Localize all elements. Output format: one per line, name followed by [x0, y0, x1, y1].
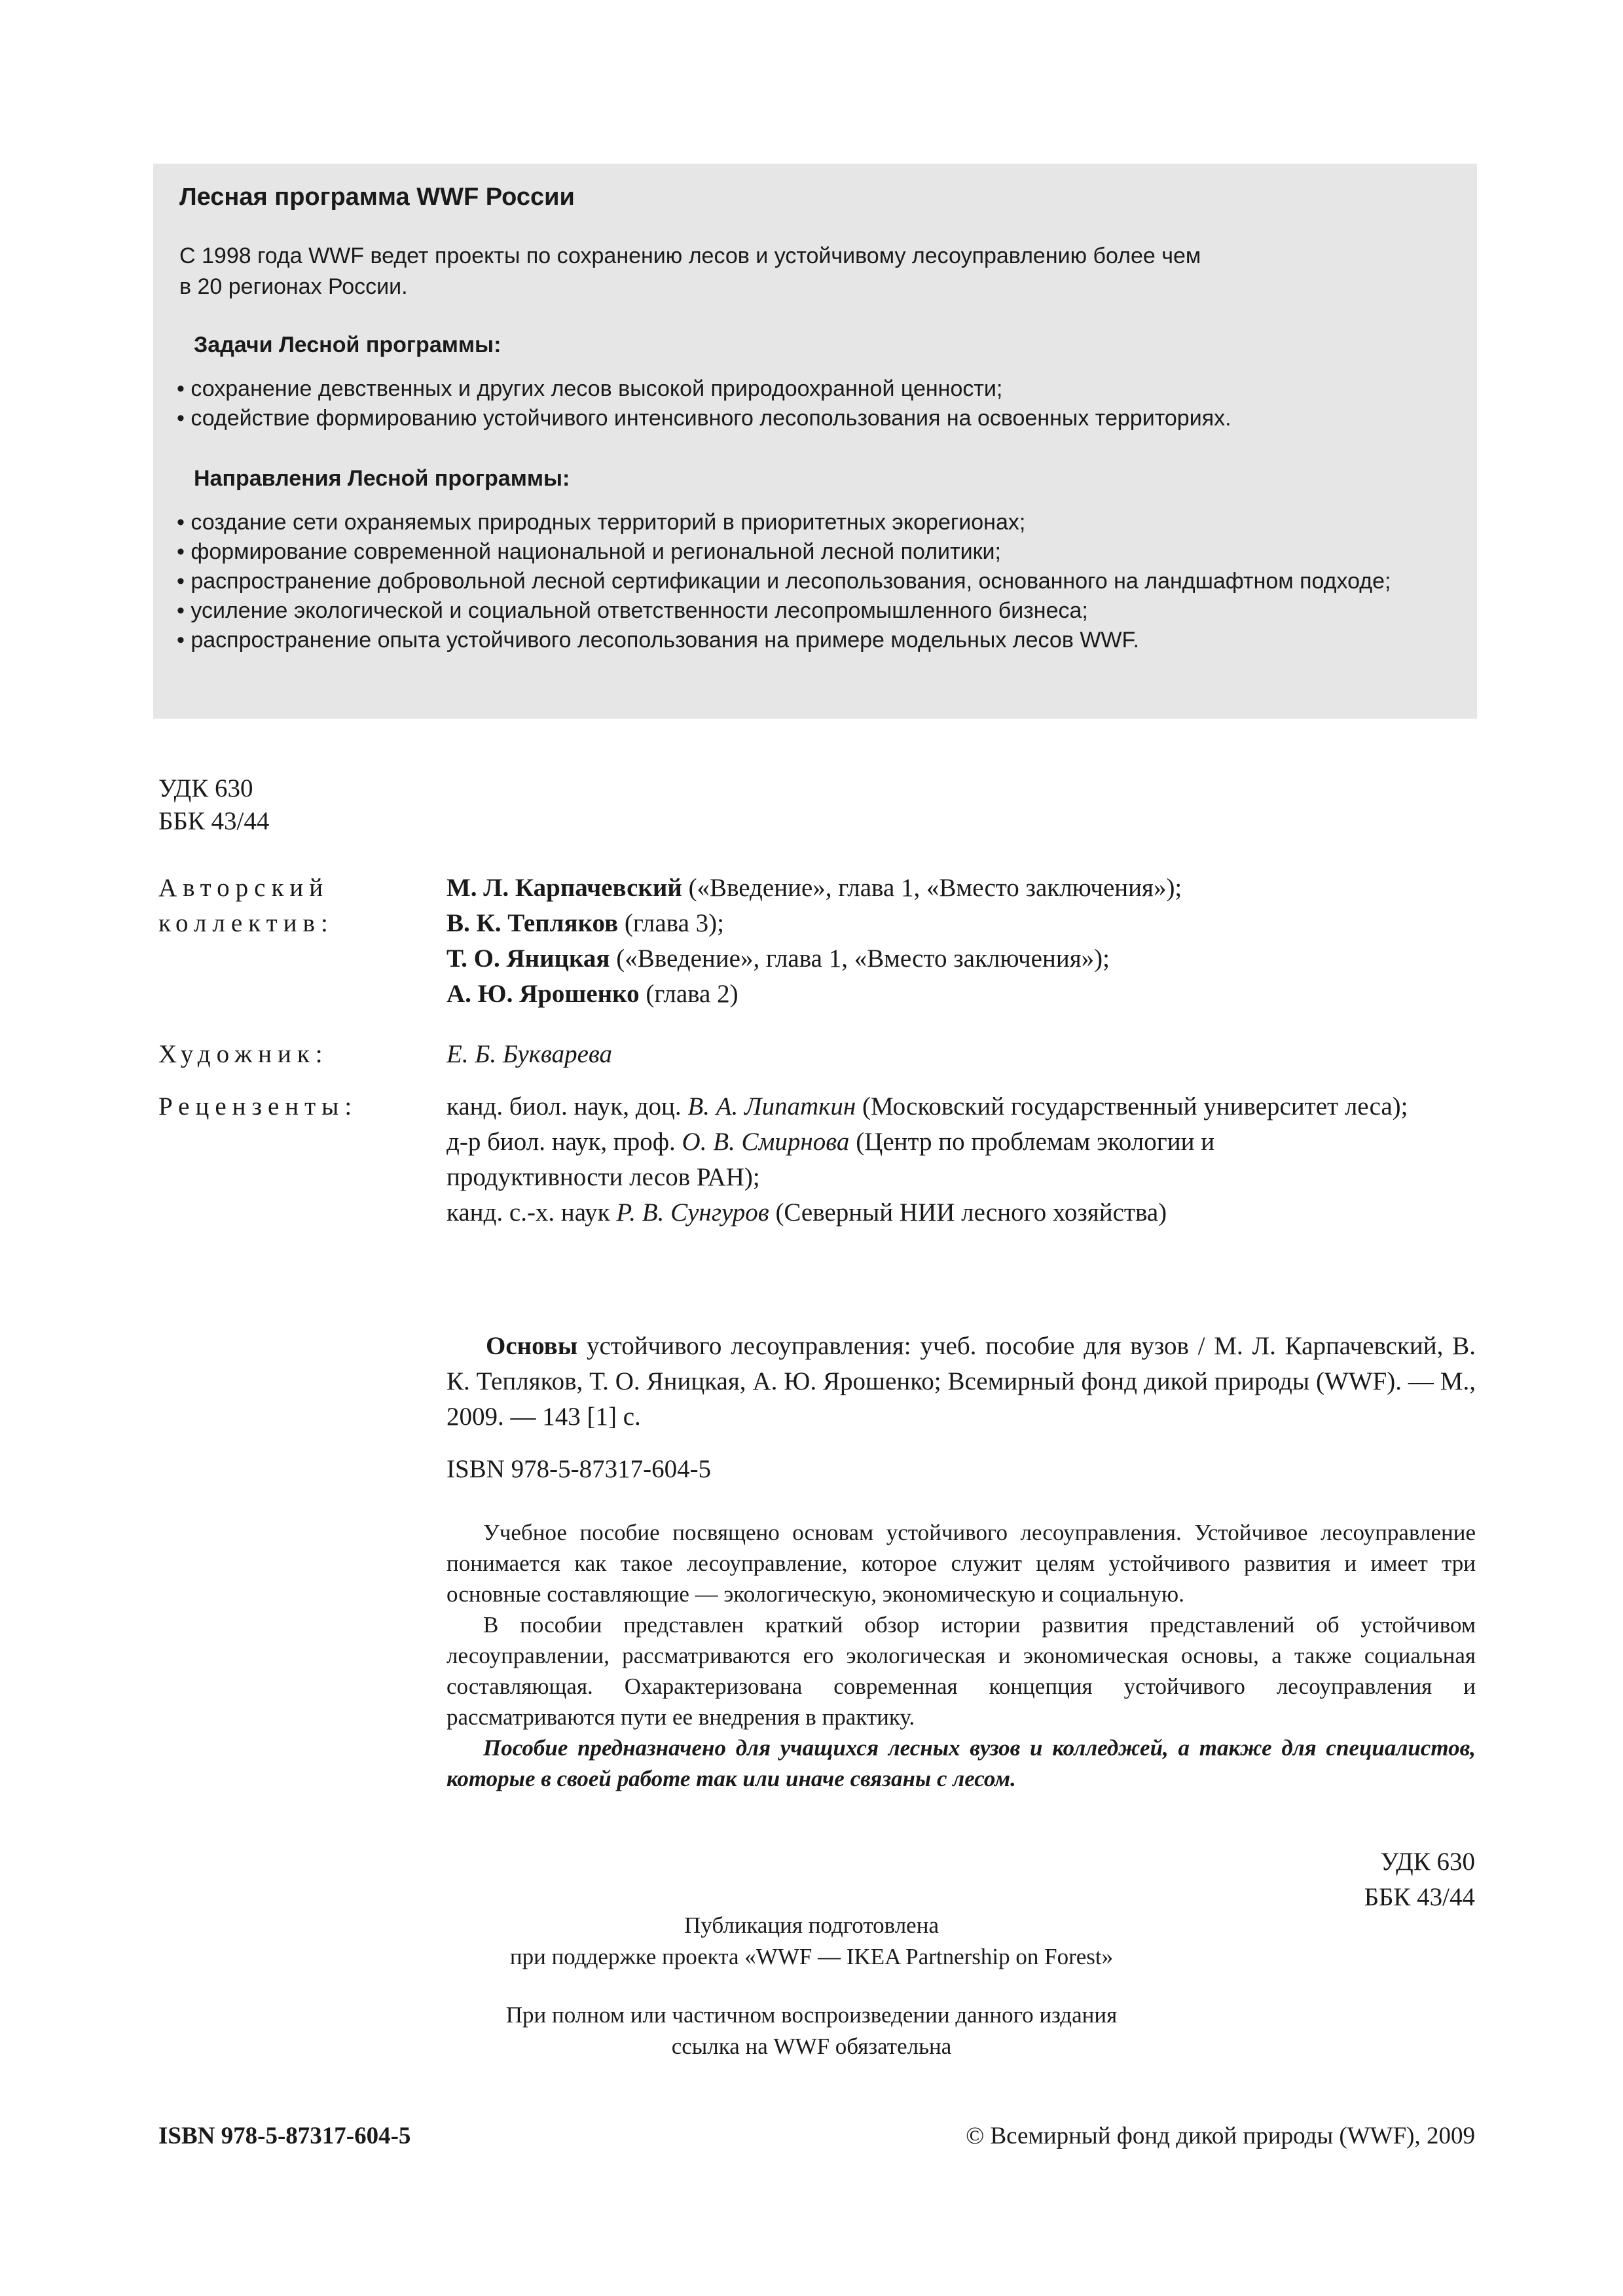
list-item: • распространение добровольной лесной сертификации и лесопользования, основанного на ландшафтном подходе;: [177, 567, 1427, 596]
abstract-audience: Пособие предназначено для учащихся лесных вузов и колледжей, а также для специалистов, которые в своей работе так или иначе связаны с лесом.: [447, 1735, 1476, 1791]
artist-name: [447, 1037, 1623, 1072]
directions-list: [177, 508, 1460, 655]
list-item: • создание сети охраняемых природных территорий в приоритетных экорегионах;: [177, 508, 1460, 537]
reviewer-name: В. А. Липаткин: [687, 1092, 856, 1121]
reviewer-entry: [447, 1195, 1487, 1230]
list-item: • распространение опыта устойчивого лесопользования на примере модельных лесов WWF.: [177, 626, 1460, 655]
box-title: Лесная программа WWF России: [179, 183, 575, 211]
list-item: • усиление экологической и социальной ответственности лесопромышленного бизнеса;: [177, 596, 1460, 626]
reviewer-name: О. В. Смирнова: [682, 1128, 850, 1156]
reviewer-affiliation: (Центр по проблемам экологии и продуктивности лесов РАН);: [447, 1128, 1215, 1191]
isbn-footer: ISBN 978-5-87317-604-5: [158, 2123, 411, 2149]
author-name: А. Ю. Ярошенко: [447, 980, 640, 1008]
artist-section: [158, 1037, 1623, 1076]
author-role: («Введение», глава 1, «Вместо заключения»);: [682, 874, 1182, 902]
list-item: • формирование современной национальной и региональной лесной политики;: [177, 537, 1460, 567]
author-entry: [447, 977, 1623, 1012]
box-intro-line: в 20 регионах России.: [179, 274, 408, 299]
reviewer-name: Р. В. Сунгуров: [616, 1198, 769, 1227]
author-entry: [447, 906, 1623, 941]
bibliographic-description: [447, 1329, 1476, 1435]
tasks-list: [177, 374, 1460, 433]
wwf-program-box: [153, 164, 1477, 719]
list-item: • сохранение девственных и других лесов высокой природоохранной ценности;: [177, 374, 1460, 404]
copyright: © Всемирный фонд дикой природы (WWF), 2009: [966, 2123, 1475, 2149]
authors-label: [158, 870, 447, 941]
authors-label-line: Авторский: [158, 874, 329, 902]
bib-lead: Основы: [486, 1332, 578, 1360]
udk-code: УДК 630: [158, 774, 253, 802]
author-entry: [447, 870, 1623, 906]
abstract: [447, 1517, 1476, 1794]
author-name: М. Л. Карпачевский: [447, 874, 682, 902]
reviewer-entry: [447, 1124, 1311, 1195]
udk-code: УДК 630: [1380, 1848, 1475, 1876]
reviewer-affiliation: (Северный НИИ лесного хозяйства): [769, 1198, 1167, 1227]
artist-label: Художник:: [158, 1040, 329, 1068]
classification-codes: [158, 772, 269, 838]
reviewer-affiliation: (Московский государственный университет леса);: [856, 1092, 1408, 1121]
author-role: («Введение», глава 1, «Вместо заключения»);: [610, 944, 1110, 973]
bbk-code: ББК 43/44: [158, 807, 270, 835]
publication-note: [0, 1910, 1623, 1973]
isbn-main: ISBN 978-5-87317-604-5: [447, 1455, 712, 1483]
publication-note-line: при поддержке проекта «WWF — IKEA Partnership on Forest»: [509, 1944, 1114, 1969]
author-role: (глава 2): [639, 980, 739, 1008]
reproduction-note: [0, 2000, 1623, 2062]
classification-codes-bottom: [1364, 1844, 1475, 1915]
abstract-paragraph: Учебное пособие посвящено основам устойчивого лесоуправления. Устойчивое лесоуправление понимается как такое лесоуправление, которое служит целям устойчивого развития и имеет три основные составляющие — экологическую, экономическую и социальную.: [447, 1520, 1476, 1607]
author-name: Т. О. Яницкая: [447, 944, 610, 973]
reviewer-degree: д-р биол. наук, проф.: [447, 1128, 682, 1156]
directions-heading: Направления Лесной программы:: [194, 466, 570, 491]
reviewer-entry: [447, 1089, 1487, 1124]
list-item: • содействие формированию устойчивого интенсивного лесопользования на освоенных территориях.: [177, 404, 1460, 433]
author-name: В. К. Тепляков: [447, 909, 619, 937]
bib-text: устойчивого лесоуправления: учеб. пособие для вузов / М. Л. Карпачевский, В. К. Тепляков, Т. О. Яницкая, А. Ю. Ярошенко; Всемирный фонд дикой природы (WWF). — М., 2009. — 143 [1] с.: [447, 1332, 1476, 1431]
box-intro: [179, 241, 1423, 302]
abstract-paragraph: В пособии представлен краткий обзор истории развития представлений об устойчивом лесоуправлении, рассматриваются его экологическая и экономическая основы, а также социальная составляющая. Охарактеризована современная концепция устойчивого лесоуправления и рассматриваются пути ее внедрения в практику.: [447, 1612, 1476, 1730]
reproduction-note-line: При полном или частичном воспроизведении данного издания: [505, 2002, 1118, 2028]
reviewers-section: [158, 1089, 1623, 1259]
bbk-code: ББК 43/44: [1364, 1883, 1475, 1911]
publication-note-line: Публикация подготовлена: [684, 1912, 939, 1938]
reviewers-list: [447, 1089, 1487, 1230]
tasks-heading: Задачи Лесной программы:: [194, 332, 501, 357]
authors-section: [158, 870, 1623, 1014]
artist-name-text: Е. Б. Букварева: [447, 1040, 613, 1068]
authors-label-line: коллектив:: [158, 909, 334, 937]
reviewer-degree: канд. биол. наук, доц.: [447, 1092, 688, 1121]
reviewer-degree: канд. с.-х. наук: [447, 1198, 617, 1227]
reviewers-label: Рецензенты:: [158, 1092, 358, 1121]
reproduction-note-line: ссылка на WWF обязательна: [671, 2034, 952, 2059]
box-intro-line: С 1998 года WWF ведет проекты по сохранению лесов и устойчивому лесоуправлению более чем: [179, 243, 1201, 268]
authors-list: [447, 870, 1623, 1012]
author-entry: [447, 941, 1623, 977]
author-role: (глава 3);: [618, 909, 724, 937]
